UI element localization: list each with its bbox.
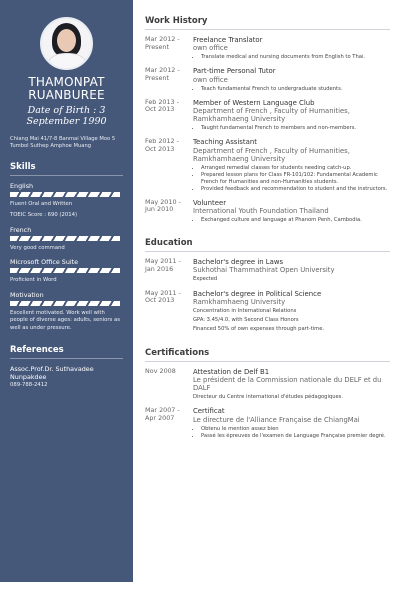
dob-line-2: September 1990 — [26, 116, 107, 127]
entry-note: Directeur du Centre international d'études pédagogiques. — [193, 394, 344, 401]
certifications-section — [145, 348, 390, 440]
entry-date: Nov 2008 — [145, 366, 176, 375]
entry-organization: Ramkhamhaeng University — [193, 298, 286, 307]
bullet-item: • Exchanged culture and language at Phanom Penh, Cambodia. — [201, 217, 390, 224]
entry-bullets — [193, 125, 390, 132]
work-entry — [145, 138, 390, 192]
skill-name: English — [10, 182, 34, 191]
entry-bullets — [193, 86, 390, 93]
skill-note: Very good command — [10, 244, 65, 251]
entry-note: Expected — [193, 276, 218, 283]
entry-note: Financed 50% of own expenses through part-time. — [193, 326, 325, 333]
entry-organization: Le directure de l'Alliance Française de ChiangMai — [193, 415, 360, 424]
skill-level-bar — [10, 192, 120, 197]
entry-date: Feb 2012 - Oct 2013 — [145, 137, 179, 153]
skill-note: Excellent motivated. Work well with people of diverse ages: adults, seniors as well as under pressure. — [10, 309, 120, 331]
bullet-item: • Provided feedback and recommendation to student and the instructors. — [201, 186, 390, 193]
skills-heading: Skills — [10, 162, 123, 176]
education-entry — [145, 258, 390, 284]
education-section — [145, 238, 390, 334]
references-heading: References — [10, 345, 123, 359]
candidate-name — [10, 76, 123, 102]
last-name: RUANBUREE — [28, 88, 105, 102]
skill-level-bar — [10, 236, 120, 241]
entry-organization: Sukhothai Thammathirat Open University — [193, 266, 335, 275]
bullet-item: • Teach fundamental French to undergraduate students. — [201, 86, 390, 93]
work-history-section — [145, 16, 390, 224]
bullet-item: • Prepared lesson plans for Class FR-101/102: Fundamental Academic French for Humanities and non-Humanities students. — [201, 172, 390, 186]
certification-entry — [145, 407, 390, 439]
entry-title: Teaching Assistant — [193, 138, 257, 147]
dob-line-1: Date of Birth : 3 — [27, 105, 106, 116]
entry-date: Mar 2007 - Apr 2007 — [145, 406, 180, 422]
entry-title: Attestation de Delf B1 — [193, 367, 270, 376]
work-entry — [145, 99, 390, 132]
entry-bullets — [193, 217, 390, 224]
skill-level-bar — [10, 268, 120, 273]
skill-note: Proficient in Word — [10, 277, 57, 284]
section-title: Education — [145, 238, 390, 252]
entry-bullets — [193, 54, 390, 61]
entry-organization: own office — [193, 44, 228, 53]
entry-organization: Department of French , Faculty of Humanities, Ramkhamhaeng University — [193, 107, 350, 124]
sidebar — [0, 0, 133, 582]
work-entry — [145, 67, 390, 92]
reference-name: Assoc.Prof.Dr. Suthavadee Nunpakdee — [10, 364, 94, 381]
entry-title: Freelance Translator — [193, 36, 263, 44]
entry-organization: Department of French , Faculty of Humanities, Ramkhamhaeng University — [193, 146, 350, 163]
entry-organization: Le président de la Commission nationale du DELF et du DALF — [193, 376, 382, 393]
entry-title: Part-time Personal Tutor — [193, 67, 276, 76]
entry-title: Member of Western Language Club — [193, 98, 315, 107]
entry-note: Concentration in International Relations — [193, 308, 297, 315]
entry-date: May 2011 - Oct 2013 — [145, 288, 181, 305]
profile-photo — [40, 17, 93, 70]
address: Chiang Mai 41/7-8 Banmai Village Moo 5 Tumbol Suthep Amphoe Muang — [10, 136, 116, 150]
skill-note-line: TOEIC Score : 690 (2014) — [10, 212, 78, 218]
section-title: Work History — [145, 16, 390, 30]
bullet-item: • Arranged remedial classes for students needing catch-up. — [201, 165, 390, 172]
entry-date: Mar 2012 - Present — [145, 66, 180, 82]
skill-note-line: Fluent Oral and Written — [10, 201, 73, 208]
work-entry — [145, 36, 390, 61]
bullet-item: • Taught fundamental French to members and non-members. — [201, 125, 390, 132]
entry-date: Feb 2013 - Oct 2013 — [145, 97, 179, 114]
entry-title: Bachelor's degree in Political Science — [193, 289, 322, 298]
reference-phone: 089-788-2412 — [10, 381, 48, 388]
entry-date: May 2010 - Jun 2010 — [145, 197, 181, 214]
skill-name: French — [10, 225, 32, 234]
skill-level-bar — [10, 301, 120, 306]
skill-name: Microsoft Office Suite — [10, 258, 79, 267]
section-title: Certifications — [145, 348, 390, 362]
entry-bullets — [193, 165, 390, 193]
entry-title: Volunteer — [193, 198, 227, 207]
entry-title: Certificat — [193, 407, 225, 416]
entry-title: Bachelor's degree in Laws — [193, 258, 284, 267]
skill-name: Motivation — [10, 290, 44, 299]
entry-date: May 2011 - Jan 2016 — [145, 257, 181, 273]
entry-bullets — [193, 426, 390, 440]
entry-note: GPA: 3.45/4.0, with Second Class Honors — [193, 317, 299, 324]
certification-entry — [145, 368, 390, 402]
entry-organization: own office — [193, 75, 228, 84]
bullet-item: • Translate medical and nursing documents from English to Thai. — [201, 54, 390, 61]
work-entry — [145, 199, 390, 224]
first-name: THAMONPAT — [28, 75, 105, 89]
main-content — [145, 0, 390, 440]
skill-note — [10, 201, 123, 219]
bullet-item: • Passé les épreuves de l'examen de Language Française premier degré. — [201, 433, 390, 440]
education-entry — [145, 290, 390, 334]
entry-organization: International Youth Foundation Thailand — [193, 207, 329, 216]
entry-date: Mar 2012 - Present — [145, 35, 180, 51]
bullet-item: • Obtenu le mention assez bien — [201, 426, 390, 433]
date-of-birth — [10, 105, 123, 127]
